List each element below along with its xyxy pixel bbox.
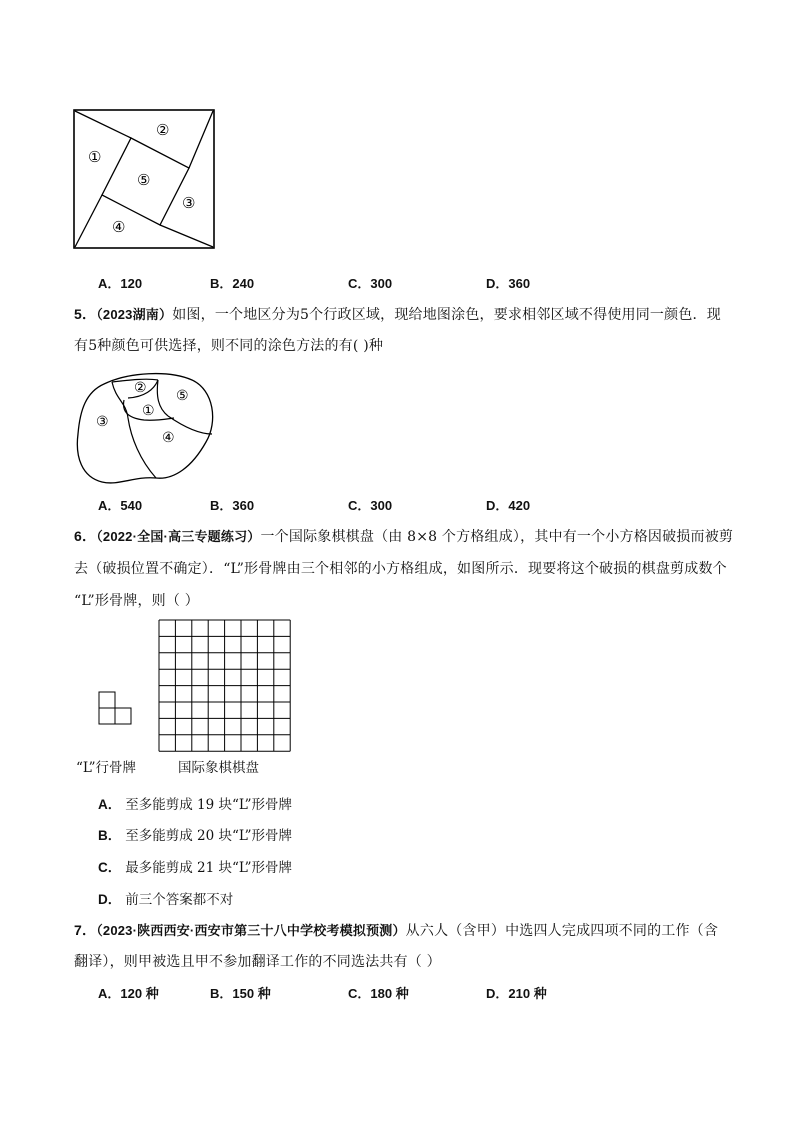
q6-choice-b[interactable] (98, 824, 292, 844)
q6-choice-a-text: 至多能剪成 19 块“L”形骨牌 (125, 797, 293, 813)
q7-source: （2023·陕西西安·西安市第三十八中学校考模拟预测） (96, 923, 406, 938)
q5-option-c[interactable]: C．300 (348, 498, 393, 513)
q5-option-b[interactable]: B．360 (210, 498, 255, 513)
q6-choice-a-key: A． (98, 797, 122, 812)
q4-label-4: ④ (112, 218, 126, 236)
chessboard-figure (158, 619, 292, 753)
q6-line-1 (74, 526, 733, 546)
q6-source: （2022·全国·高三专题练习） (96, 529, 261, 544)
q7-line-2: 翻译），则甲被选且甲不参加翻译工作的不同选法共有（ ） (74, 954, 441, 970)
q6-choice-a[interactable] (98, 793, 292, 813)
q7-option-d[interactable]: D．210 种 (486, 986, 547, 1001)
q6-choice-d[interactable] (98, 888, 233, 908)
q6-text-1: 一个国际象棋棋盘（由 8×8 个方格组成），其中有一个小方格因破损而被剪 (260, 529, 734, 545)
q6-choice-c-key: C． (98, 860, 122, 875)
q7-option-c[interactable]: C．180 种 (348, 986, 409, 1001)
q5-label-1: ① (142, 403, 155, 419)
q5-label-5: ⑤ (176, 388, 189, 404)
q6-choice-d-key: D． (98, 892, 122, 907)
q5-label-4: ④ (162, 430, 175, 446)
q5-map-figure (74, 372, 224, 490)
q7-number: 7． (74, 922, 97, 938)
q5-line-1 (74, 304, 721, 324)
q4-option-b[interactable]: B．240 (210, 276, 255, 291)
q4-figure (72, 108, 218, 250)
q4-label-1: ① (88, 148, 102, 166)
q4-label-2: ② (156, 121, 170, 139)
l-piece-figure (98, 691, 134, 725)
q5-text-1: 如图，一个地区分为5个行政区域，现给地图涂色，要求相邻区域不得使用同一颜色．现 (172, 307, 721, 323)
q5-option-d[interactable]: D．420 (486, 498, 531, 513)
q5-label-3: ③ (96, 414, 109, 430)
q5-label-2: ② (134, 380, 147, 396)
q6-choice-c[interactable] (98, 856, 292, 876)
q5-number: 5． (74, 306, 97, 322)
q7-line-1 (74, 920, 718, 940)
q4-label-3: ③ (182, 194, 196, 212)
q4-label-5: ⑤ (137, 171, 151, 189)
q6-choice-d-text: 前三个答案都不对 (125, 892, 234, 908)
q6-choice-b-key: B． (98, 828, 122, 843)
q4-option-a[interactable]: A．120 (98, 276, 143, 291)
caption-l-piece: “L”行骨牌 (76, 760, 137, 776)
q5-source: （2023湖南） (96, 307, 173, 322)
q6-choice-b-text: 至多能剪成 20 块“L”形骨牌 (125, 828, 293, 844)
q5-option-a[interactable]: A．540 (98, 498, 143, 513)
q6-choice-c-text: 最多能剪成 21 块“L”形骨牌 (125, 860, 293, 876)
q6-number: 6． (74, 528, 97, 544)
q6-line-3: “L”形骨牌，则（ ） (74, 593, 199, 609)
q4-option-c[interactable]: C．300 (348, 276, 393, 291)
q7-option-b[interactable]: B．150 种 (210, 986, 271, 1001)
q4-option-d[interactable]: D．360 (486, 276, 531, 291)
q7-option-a[interactable]: A．120 种 (98, 986, 159, 1001)
q6-line-2: 去（破损位置不确定）．“L”形骨牌由三个相邻的小方格组成，如图所示．现要将这个破损的棋盘剪成数个 (74, 561, 727, 577)
q5-line-2: 有5种颜色可供选择，则不同的涂色方法的有( )种 (74, 338, 384, 354)
q7-text-1: 从六人（含甲）中选四人完成四项不同的工作（含 (405, 923, 719, 939)
caption-chessboard: 国际象棋棋盘 (178, 760, 259, 776)
